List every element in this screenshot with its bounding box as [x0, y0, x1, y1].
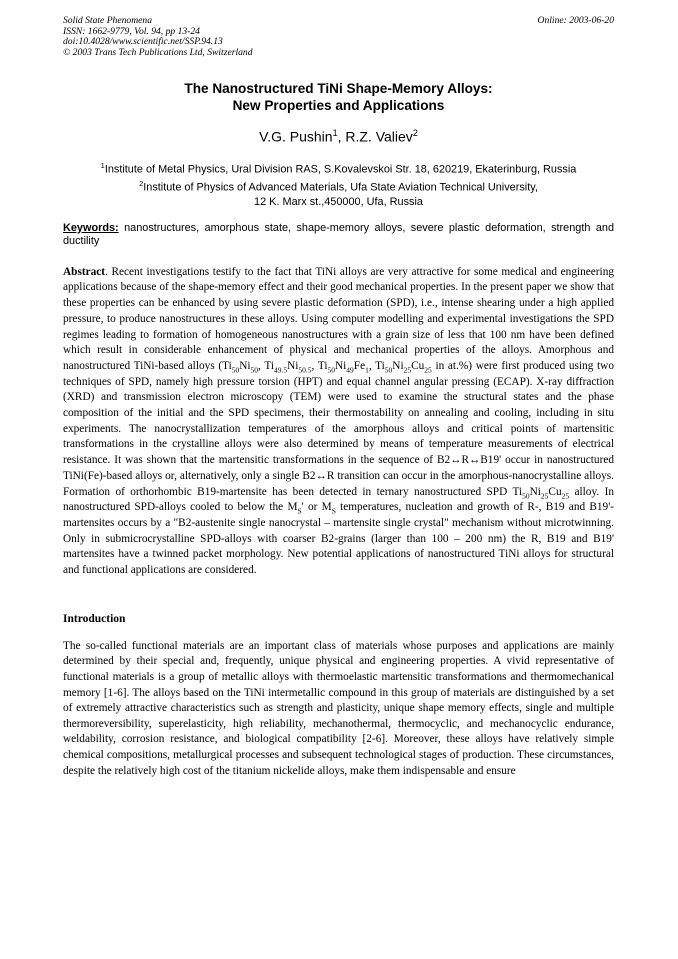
affiliation-2-address: 12 K. Marx st.,450000, Ufa, Russia: [254, 195, 423, 208]
formula-element: Fe: [353, 359, 366, 372]
affiliation-1: [63, 159, 614, 177]
formula-element: Ni: [529, 485, 541, 498]
title-line-1: The Nanostructured TiNi Shape-Memory Alloys:: [184, 81, 493, 97]
formula-element: Ni: [392, 359, 404, 372]
formula-element: Ti: [264, 359, 274, 372]
formula-subscript: 50: [231, 365, 240, 375]
formula-subscript: 25: [424, 365, 432, 375]
affiliation-2-text: Institute of Physics of Advanced Materials, Ufa State Aviation Technical University,: [143, 181, 538, 194]
formula-ti50ni25cu25: [375, 359, 432, 375]
authors: [63, 128, 614, 145]
ms-subscript: S: [331, 506, 336, 516]
paper-title: [63, 80, 614, 114]
formula-element: Cu: [411, 359, 425, 372]
introduction-paragraph: The so-called functional materials are an important class of materials whose purposes and applications are mainly determined by their special and, frequently, unique physical and engineering properties. A vivid representative of functional materials is a group of metallic alloys with thermoelastic martensitic transformations and thermomechanical memory [1-6]. The alloys based on the TiNi intermetallic compound in this group of materials are distinguished by a set of extremely attractive characteristics such as strength and plasticity, unique shape memory effects, single and multiple thermoreversibility, superelasticity, high reliability, mechanothermal, thermocyclic, and mechanocyclic endurance, weldability, corrosion resistance, and biological compatibility [2-6]. Moreover, these alloys have relatively simple chemical compositions, metallurgical processes and subsequent technological stages of production. These circumstances, despite the relatively high cost of the titanium nickelide alloys, make them indispensable and ensure: [63, 639, 614, 777]
formula-ti50ni25cu25-2: [512, 486, 569, 498]
author-valiev: R.Z. Valiev: [345, 129, 413, 146]
abstract-label: Abstract: [63, 265, 106, 278]
formula-subscript: 50: [327, 365, 335, 375]
abstract-part-3: alloy. In nanostructured SPD-alloys cooled to below the M: [63, 485, 614, 514]
formula-subscript: 50.5: [298, 365, 312, 375]
abstract-part-5: temperatures, nucleation and growth of R-, B19 and B19'-martensites occurs by a "B2-austenite single nanocrystal – martensite single crystal" mechanism without microtwinning. Only in submicrocrystalline SPD-alloys with coarser B2-grains (larger than 100 – 200 nm) the R, B19 and B19' martensites have a twinned packet morphology. New potential applications of nanostructured TiNi alloys for structural and functional applications are considered.: [63, 501, 614, 577]
keywords-label: Keywords:: [63, 221, 119, 234]
formula-element: Ni: [239, 359, 251, 372]
formula-subscript: 50: [250, 365, 259, 375]
affiliation-1-text: Institute of Metal Physics, Ural Division RAS, S.Kovalevskoi Str. 18, 620219, Ekaterinburg, Russia: [104, 163, 577, 176]
copyright-line: © 2003 Trans Tech Publications Ltd, Switzerland: [63, 46, 253, 58]
formula-separator: ,: [368, 359, 376, 372]
formula-element: Ni: [334, 359, 347, 372]
journal-header: [63, 16, 614, 58]
formula-ti50ni49fe1: [317, 359, 369, 375]
abstract: [63, 265, 614, 579]
issn-line: ISSN: 1662-9779, Vol. 94, pp 13-24: [63, 25, 200, 37]
author-valiev-affil: 2: [412, 128, 418, 139]
formula-subscript: 50: [384, 365, 393, 375]
section-heading-introduction: Introduction: [63, 612, 126, 625]
abstract-part-2: in at.%) were first produced using two techniques of SPD, namely high pressure torsion (HPT) and equal channel angular pressing (ECAP). X-ray diffraction (XRD) and transmission electron microscopy (TEM) were used to examine the structural states and the phase composition of the initial and the SPD specimens, their thermostability on annealing and cooling, including in situ experiments. The nanocrystallization temperatures of the amorphous alloys and critical points of martensitic transformations in the crystalline alloys were also determined by means of temperature measurements of electrical resistance. It was shown that the martensitic transformations in the sequence of B2↔R↔B19' occur in nanostructured TiNi(Fe)-based alloys or, alternatively, only a single B2↔R transition can occur in the amorphous-nanocrystalline alloys. Formation of orthorhombic B19-martensite has been detected in ternary nanostructured SPD: [63, 359, 614, 498]
online-date: Online: 2003-06-20: [537, 15, 614, 26]
formula-subscript: 49.5: [273, 365, 288, 375]
title-line-2: New Properties and Applications: [232, 98, 445, 114]
journal-name: Solid State Phenomena: [63, 15, 152, 26]
formula-element: Ti: [222, 359, 232, 372]
author-pushin: V.G. Pushin: [259, 129, 333, 146]
abstract-part-4: ' or M: [301, 501, 332, 514]
keywords-text: nanostructures, amorphous state, shape-memory alloys, severe plastic deformation, strength and ductility: [63, 221, 614, 248]
keywords: [63, 222, 614, 249]
doi-line: doi:10.4028/www.scientific.net/SSP.94.13: [63, 36, 223, 48]
abstract-part-1: . Recent investigations testify to the fact that TiNi alloys are very attractive for some medical and engineering applications because of the shape-memory effect and their good mechanical properties. In the present paper we show that these properties can be enhanced by using severe plastic deformation (SPD), i.e., intense shearing under a high applied pressure, to produce nanostructures in these alloys. Using computer modelling and experimental investigations the SPD regimes leading to formation of homogeneous nanostructures with a grain size of less that 100 nm have been defined which result in considerable enhancement of physical and mechanical properties of the alloys. Amorphous and nanostructured TiNi-based alloys (: [63, 265, 614, 372]
formula-ti50ni50: [222, 359, 259, 375]
formula-subscript: 25: [403, 365, 412, 375]
formula-subscript: 50: [522, 490, 530, 500]
author-pushin-affil: 1: [332, 128, 338, 139]
paper-page: [63, 16, 614, 779]
ms-subscript: S: [297, 506, 302, 516]
formula-separator: ,: [311, 359, 318, 372]
formula-subscript: 1: [365, 365, 369, 375]
formula-element: Cu: [548, 485, 562, 498]
formula-subscript: 25: [561, 490, 570, 500]
affiliation-2: [63, 177, 614, 195]
formula-ti49.5ni50.5: [264, 359, 312, 375]
author-separator: ,: [337, 129, 346, 146]
formula-subscript: 25: [540, 490, 549, 500]
formula-element: Ti: [375, 359, 385, 372]
formula-separator: ,: [258, 359, 265, 372]
affiliations: [63, 159, 614, 209]
formula-subscript: 49: [346, 365, 354, 375]
formula-element: Ti: [317, 359, 328, 372]
formula-element: Ni: [287, 359, 299, 372]
formula-element: Ti: [512, 485, 523, 498]
affiliation-2-mark: 2: [139, 178, 144, 188]
affiliation-1-mark: 1: [100, 161, 105, 171]
